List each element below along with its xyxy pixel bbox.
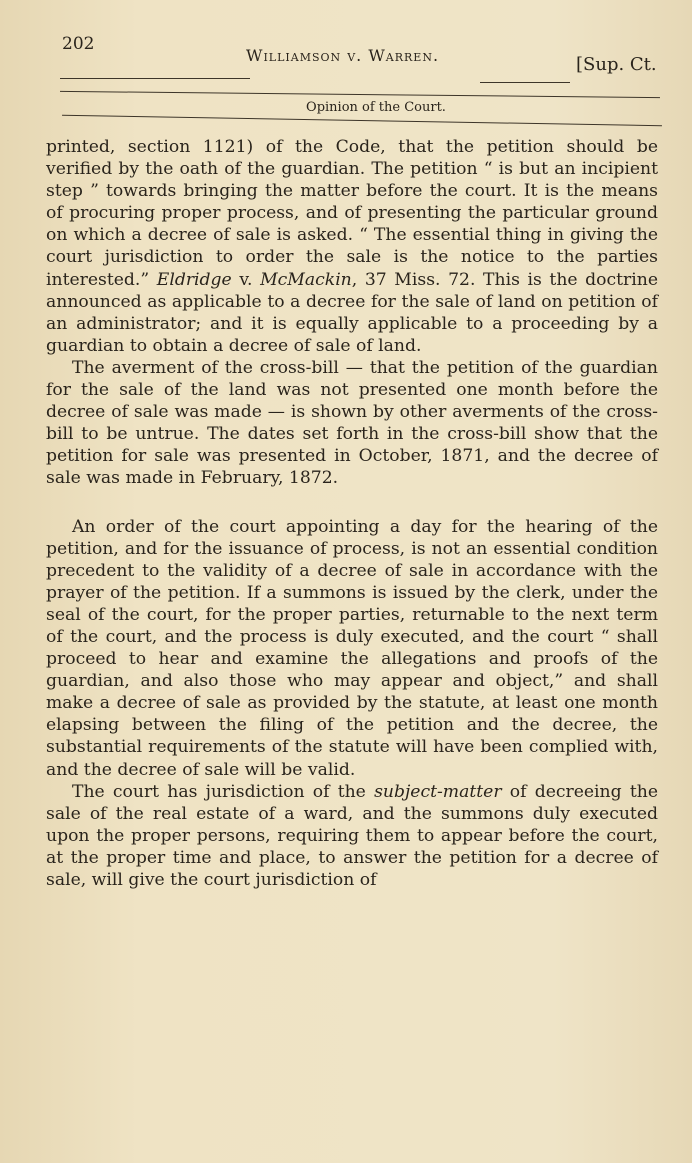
paragraph-text: The averment of the cross-bill — that the petition of the guardian for the sale of the land was not presented one month before the decree of sale was made — is shown by other averments of the cross-bill to be untrue. The dates set forth in the cross-bill show that the petition for sale was presented in October, 1871, and the decree of sale was made in February, 1872.	[46, 357, 658, 489]
italic-text: McMackin	[260, 269, 352, 290]
section-heading-text: Opinion of the Court.	[306, 100, 446, 115]
page-header	[0, 30, 692, 90]
section-heading	[0, 100, 692, 115]
running-title: Williamson v. Warren.	[246, 46, 440, 65]
page-number: 202	[62, 34, 95, 54]
italic-text: subject-matter	[374, 781, 502, 802]
opinion-paragraph	[46, 781, 658, 891]
paragraph-text: of decreeing the sale of the real estate of a ward, and the summons duly executed upon the proper persons, requiring them to appear before the court, at the proper time and place, to answer the petition for a decree of sale, will give the court jurisdiction of	[46, 781, 658, 890]
header-rule-left	[60, 78, 250, 79]
subheading-rule-top	[60, 91, 660, 98]
italic-text: Eldridge	[156, 269, 232, 290]
opinion-paragraph	[46, 357, 658, 490]
opinion-paragraph	[46, 516, 658, 781]
paragraph-text: The court has jurisdiction of the	[72, 781, 375, 802]
paragraph-text: , 37 Miss. 72. This is the doctrine announced as applicable to a decree for the sale of land on petition of an administrator; and it is equally applicable to a proceeding by a guardian to obtain a decree of sale of land.	[46, 269, 659, 356]
paragraph-text: printed, section 1121) of the Code, that the petition should be verified by the oath of the guardian. The petition “ is but an incipient step ” towards bringing the matter before the court. It is the means of procuring proper process, and of presenting the particular ground on which a decree of sale is asked. “ The essential thing in giving the court jurisdiction to order the sale is the notice to the parties interested.”	[46, 137, 658, 290]
subheading-rule-bottom	[62, 115, 662, 126]
paragraph-text: An order of the court appointing a day for the hearing of the petition, and for the issuance of process, is not an essential condition precedent to the validity of a decree of sale in accordance with the prayer of the petition. If a summons is issued by the clerk, under the seal of the court, for the proper parties, returnable to the next term of the court, and the process is duly executed, and the court “ shall proceed to hear and examine the allegations and proofs of the guardian, and also those who may appear and object,” and shall make a decree of sale as provided by the statute, at least one month elapsing between the filing of the petition and the decree, the substantial requirements of the statute will have been complied with, and the decree of sale will be valid.	[46, 516, 658, 780]
opinion-text	[46, 136, 658, 891]
paragraph-text: v.	[231, 269, 261, 290]
court-abbreviation: [Sup. Ct.	[576, 54, 657, 75]
header-rule-right	[480, 82, 570, 83]
opinion-paragraph	[46, 136, 658, 357]
